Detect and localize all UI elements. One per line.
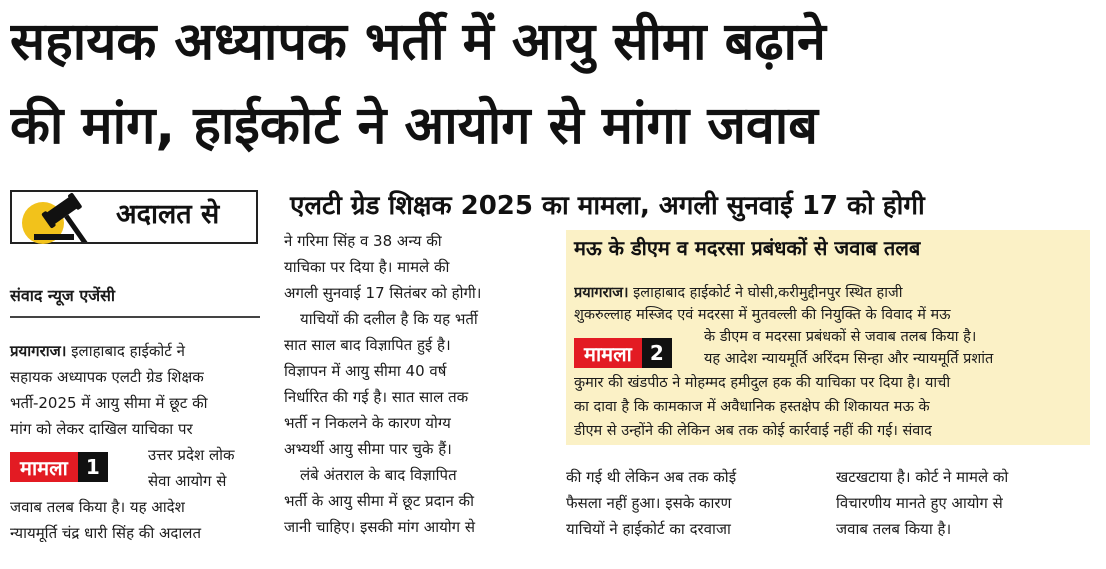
column-1 <box>10 338 260 546</box>
col1-line-1: इलाहाबाद हाईकोर्ट ने <box>66 342 185 360</box>
sidebar-dateline: प्रयागराज। <box>574 285 629 301</box>
col2-line-4: याचियों की दलील है कि यह भर्ती <box>300 310 478 328</box>
byline-rule <box>10 316 260 318</box>
sidebar-line-5: कुमार की खंडपीठ ने मोहम्मद हमीदुल हक की याचिका पर दिया है। याची <box>574 375 951 391</box>
col2-line-12: जानी चाहिए। इसकी मांग आयोग से <box>284 518 476 536</box>
col1-line-2: सहायक अध्यापक एलटी ग्रेड शिक्षक <box>10 368 204 386</box>
sidebar-line-1 <box>574 282 1082 302</box>
col1-line-8: न्यायमूर्ति चंद्र धारी सिंह की अदालत <box>10 524 202 542</box>
col2-line-10: लंबे अंतराल के बाद विज्ञापित <box>300 466 457 484</box>
gavel-icon <box>30 192 110 242</box>
col4-line-2: विचारणीय मानते हुए आयोग से <box>836 494 1003 512</box>
byline: संवाद न्यूज एजेंसी <box>10 286 116 305</box>
column-4 <box>836 464 1090 542</box>
sidebar-line-1-text: इलाहाबाद हाईकोर्ट ने घोसी,करीमुद्दीनपुर स्थित हाजी <box>628 285 903 301</box>
col4-line-3: जवाब तलब किया है। <box>836 520 952 538</box>
subheadline: एलटी ग्रेड शिक्षक 2025 का मामला, अगली सुनवाई 17 को होगी <box>290 191 925 221</box>
col1-line-5: उत्तर प्रदेश लोक <box>148 446 235 464</box>
sidebar-line-7: डीएम से उन्होंने की लेकिन अब तक कोई कार्रवाई नहीं की गई। संवाद <box>574 423 932 439</box>
col1-line-4: मांग को लेकर दाखिल याचिका पर <box>10 420 193 438</box>
case-number: 2 <box>642 338 672 368</box>
col2-line-6: विज्ञापन में आयु सीमा 40 वर्ष <box>284 362 447 380</box>
sidebar-line-3: के डीएम व मदरसा प्रबंधकों से जवाब तलब किया है। <box>704 329 977 345</box>
sidebar-line-6: का दावा है कि कामकाज में अवैधानिक हस्तक्षेप की शिकायत मऊ के <box>574 399 930 415</box>
section-kicker <box>10 186 260 246</box>
headline-line-2: की मांग, हाईकोर्ट ने आयोग से मांगा जवाब <box>10 96 818 156</box>
col2-line-7: निर्धारित की गई है। सात साल तक <box>284 388 469 406</box>
col1-line-6: सेवा आयोग से <box>148 472 227 490</box>
col1-line-3: भर्ती-2025 में आयु सीमा में छूट की <box>10 394 208 412</box>
case-2-badge <box>574 338 672 368</box>
col3-line-2: फैसला नहीं हुआ। इसके कारण <box>566 494 732 512</box>
col2-line-2: याचिका पर दिया है। मामले की <box>284 258 450 276</box>
sidebar-title: मऊ के डीएम व मदरसा प्रबंधकों से जवाब तलब <box>574 236 921 260</box>
column-2 <box>284 228 540 540</box>
sidebar-line-2: शुकरुल्लाह मस्जिद एवं मदरसा में मुतवल्ली की नियुक्ति के विवाद में मऊ <box>574 307 951 323</box>
col2-line-1: ने गरिमा सिंह व 38 अन्य की <box>284 232 442 250</box>
col3-line-3: याचियों ने हाईकोर्ट का दरवाजा <box>566 520 731 538</box>
col1-line-7: जवाब तलब किया है। यह आदेश <box>10 498 185 516</box>
case-number: 1 <box>78 452 108 482</box>
sidebar-line-4: यह आदेश न्यायमूर्ति अरिंदम सिन्हा और न्यायमूर्ति प्रशांत <box>704 351 994 367</box>
col2-line-8: भर्ती न निकलने के कारण योग्य <box>284 414 451 432</box>
col2-line-3: अगली सुनवाई 17 सितंबर को होगी। <box>284 284 482 302</box>
case-1-badge <box>10 452 108 482</box>
col2-line-5: सात साल बाद विज्ञापित हुई है। <box>284 336 451 354</box>
headline <box>10 0 1100 168</box>
kicker-label: अदालत से <box>116 199 220 230</box>
column-3 <box>566 464 810 542</box>
headline-line-1: सहायक अध्यापक भर्ती में आयु सीमा बढ़ाने <box>10 12 826 72</box>
dateline: प्रयागराज। <box>10 342 67 360</box>
col3-line-1: की गई थी लेकिन अब तक कोई <box>566 468 737 486</box>
col4-line-1: खटखटाया है। कोर्ट ने मामले को <box>836 468 1009 486</box>
case-tag: मामला <box>574 338 642 368</box>
col2-line-9: अभ्यर्थी आयु सीमा पार चुके हैं। <box>284 440 452 458</box>
col2-line-11: भर्ती के आयु सीमा में छूट प्रदान की <box>284 492 474 510</box>
case-tag: मामला <box>10 452 78 482</box>
